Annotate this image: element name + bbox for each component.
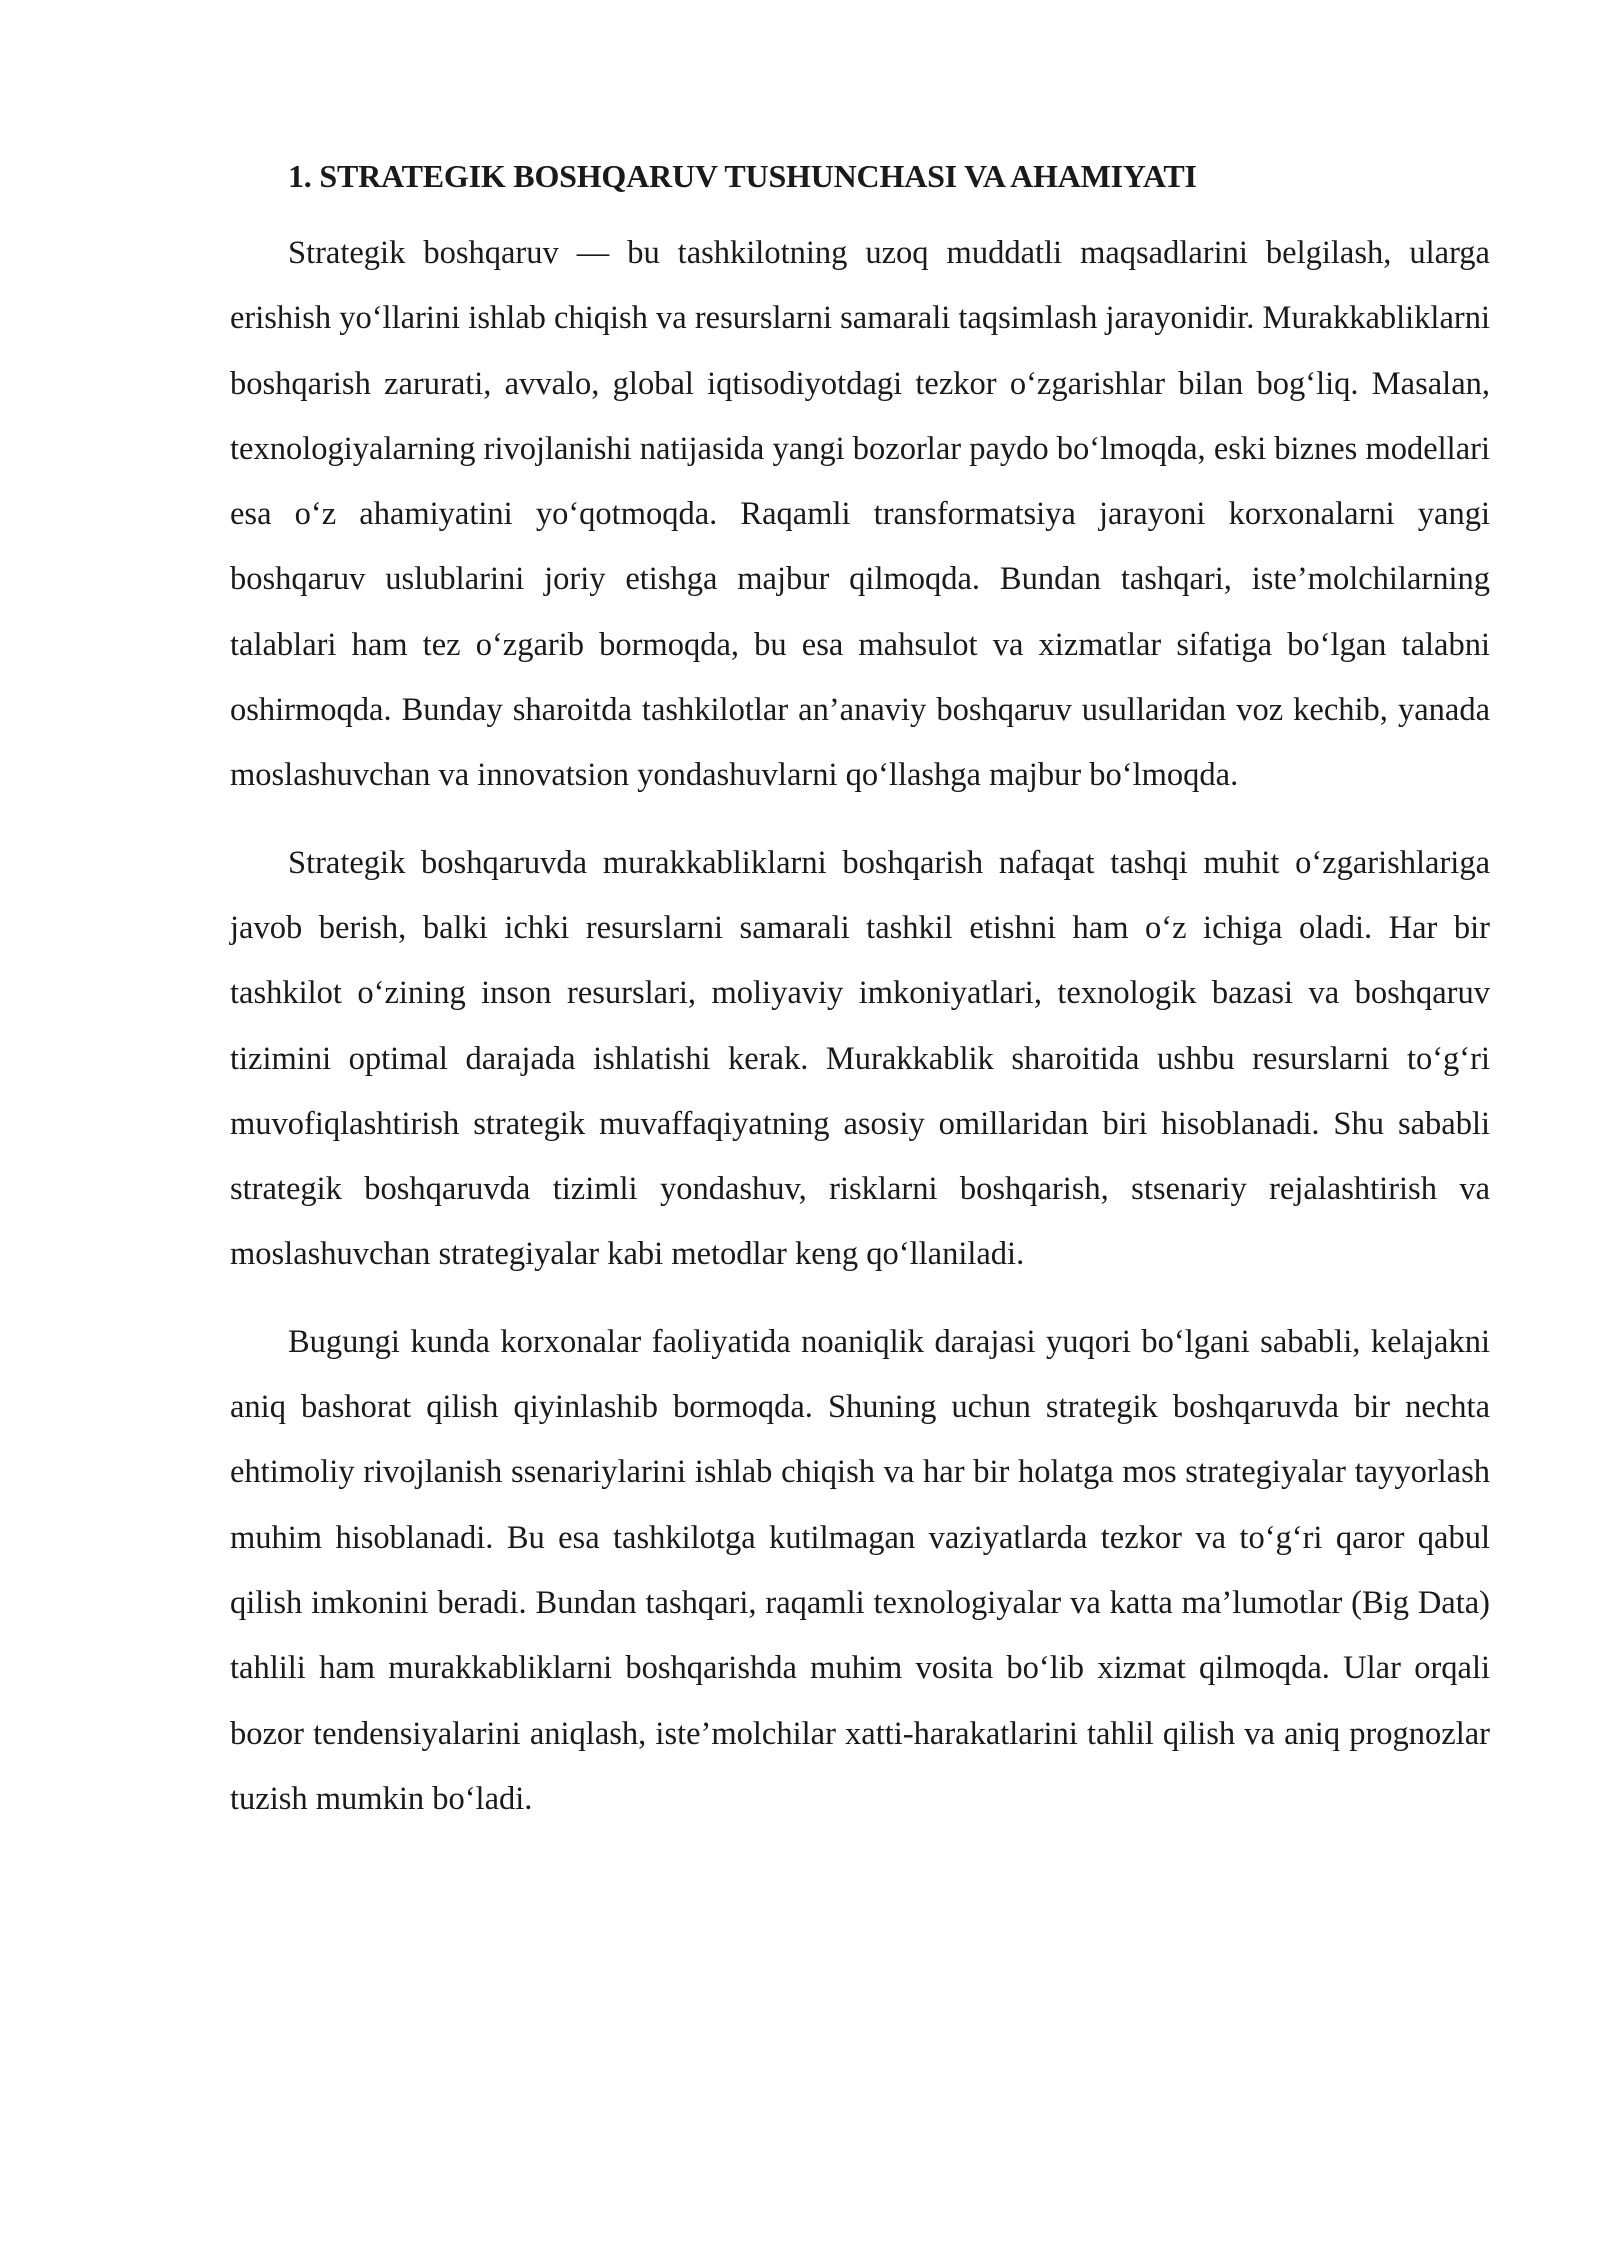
paragraph-2: Strategik boshqaruvda murakkabliklarni boshqarish nafaqat tashqi muhit o‘zgarishlariga javob berish, balki ichki resurslarni samarali tashkil etishni ham o‘z ichiga oladi. Har bir tashkilot o‘zining inson resurslari, moliyaviy imkoniyatlari, texnologik bazasi va boshqaruv tizimini optimal darajada ishlatishi kerak. Murakkablik sharoitida ushbu resurslarni to‘g‘ri muvofiqlashtirish strategik muvaffaqiyatning asosiy omillaridan biri hisoblanadi. Shu sababli strategik boshqaruvda tizimli yondashuv, risklarni boshqarish, stsenariy rejalashtirish va moslashuvchan strategiyalar kabi metodlar keng qo‘llaniladi. (230, 844, 1490, 1273)
document-body (230, 151, 1490, 1854)
paragraph-1: Strategik boshqaruv — bu tashkilotning uzoq muddatli maqsadlarini belgilash, ularga erishish yo‘llarini ishlab chiqish va resurslarni samarali taqsimlash jarayonidir. Murakkabliklarni boshqarish zarurati, avvalo, global iqtisodiyotdagi tezkor o‘zgarishlar bilan bog‘liq. Masalan, texnologiyalarning rivojlanishi natijasida yangi bozorlar paydo bo‘lmoqda, eski biznes modellari esa o‘z ahamiyatini yo‘qotmoqda. Raqamli transformatsiya jarayoni korxonalarni yangi boshqaruv uslublarini joriy etishga majbur qilmoqda. Bundan tashqari, iste’molchilarning talablari ham tez o‘zgarib bormoqda, bu esa mahsulot va xizmatlar sifatiga bo‘lgan talabni oshirmoqda. Bunday sharoitda tashkilotlar an’anaviy boshqaruv usullaridan voz kechib, yanada moslashuvchan va innovatsion yondashuvlarni qo‘llashga majbur bo‘lmoqda. (230, 235, 1490, 794)
paragraph-3: Bugungi kunda korxonalar faoliyatida noaniqlik darajasi yuqori bo‘lgani sababli, kelajakni aniq bashorat qilish qiyinlashib bormoqda. Shuning uchun strategik boshqaruvda bir nechta ehtimoliy rivojlanish ssenariylarini ishlab chiqish va har bir holatga mos strategiyalar tayyorlash muhim hisoblanadi. Bu esa tashkilotga kutilmagan vaziyatlarda tezkor va to‘g‘ri qaror qabul qilish imkonini beradi. Bundan tashqari, raqamli texnologiyalar va katta ma’lumotlar (Big Data) tahlili ham murakkabliklarni boshqarishda muhim vosita bo‘lib xizmat qilmoqda. Ular orqali bozor tendensiyalarini aniqlash, iste’molchilar xatti-harakatlarini tahlil qilish va aniq prognozlar tuzish mumkin bo‘ladi. (230, 1323, 1490, 1817)
section-heading: 1. STRATEGIK BOSHQARUV TUSHUNCHASI VA AHAMIYATI (288, 158, 1197, 194)
